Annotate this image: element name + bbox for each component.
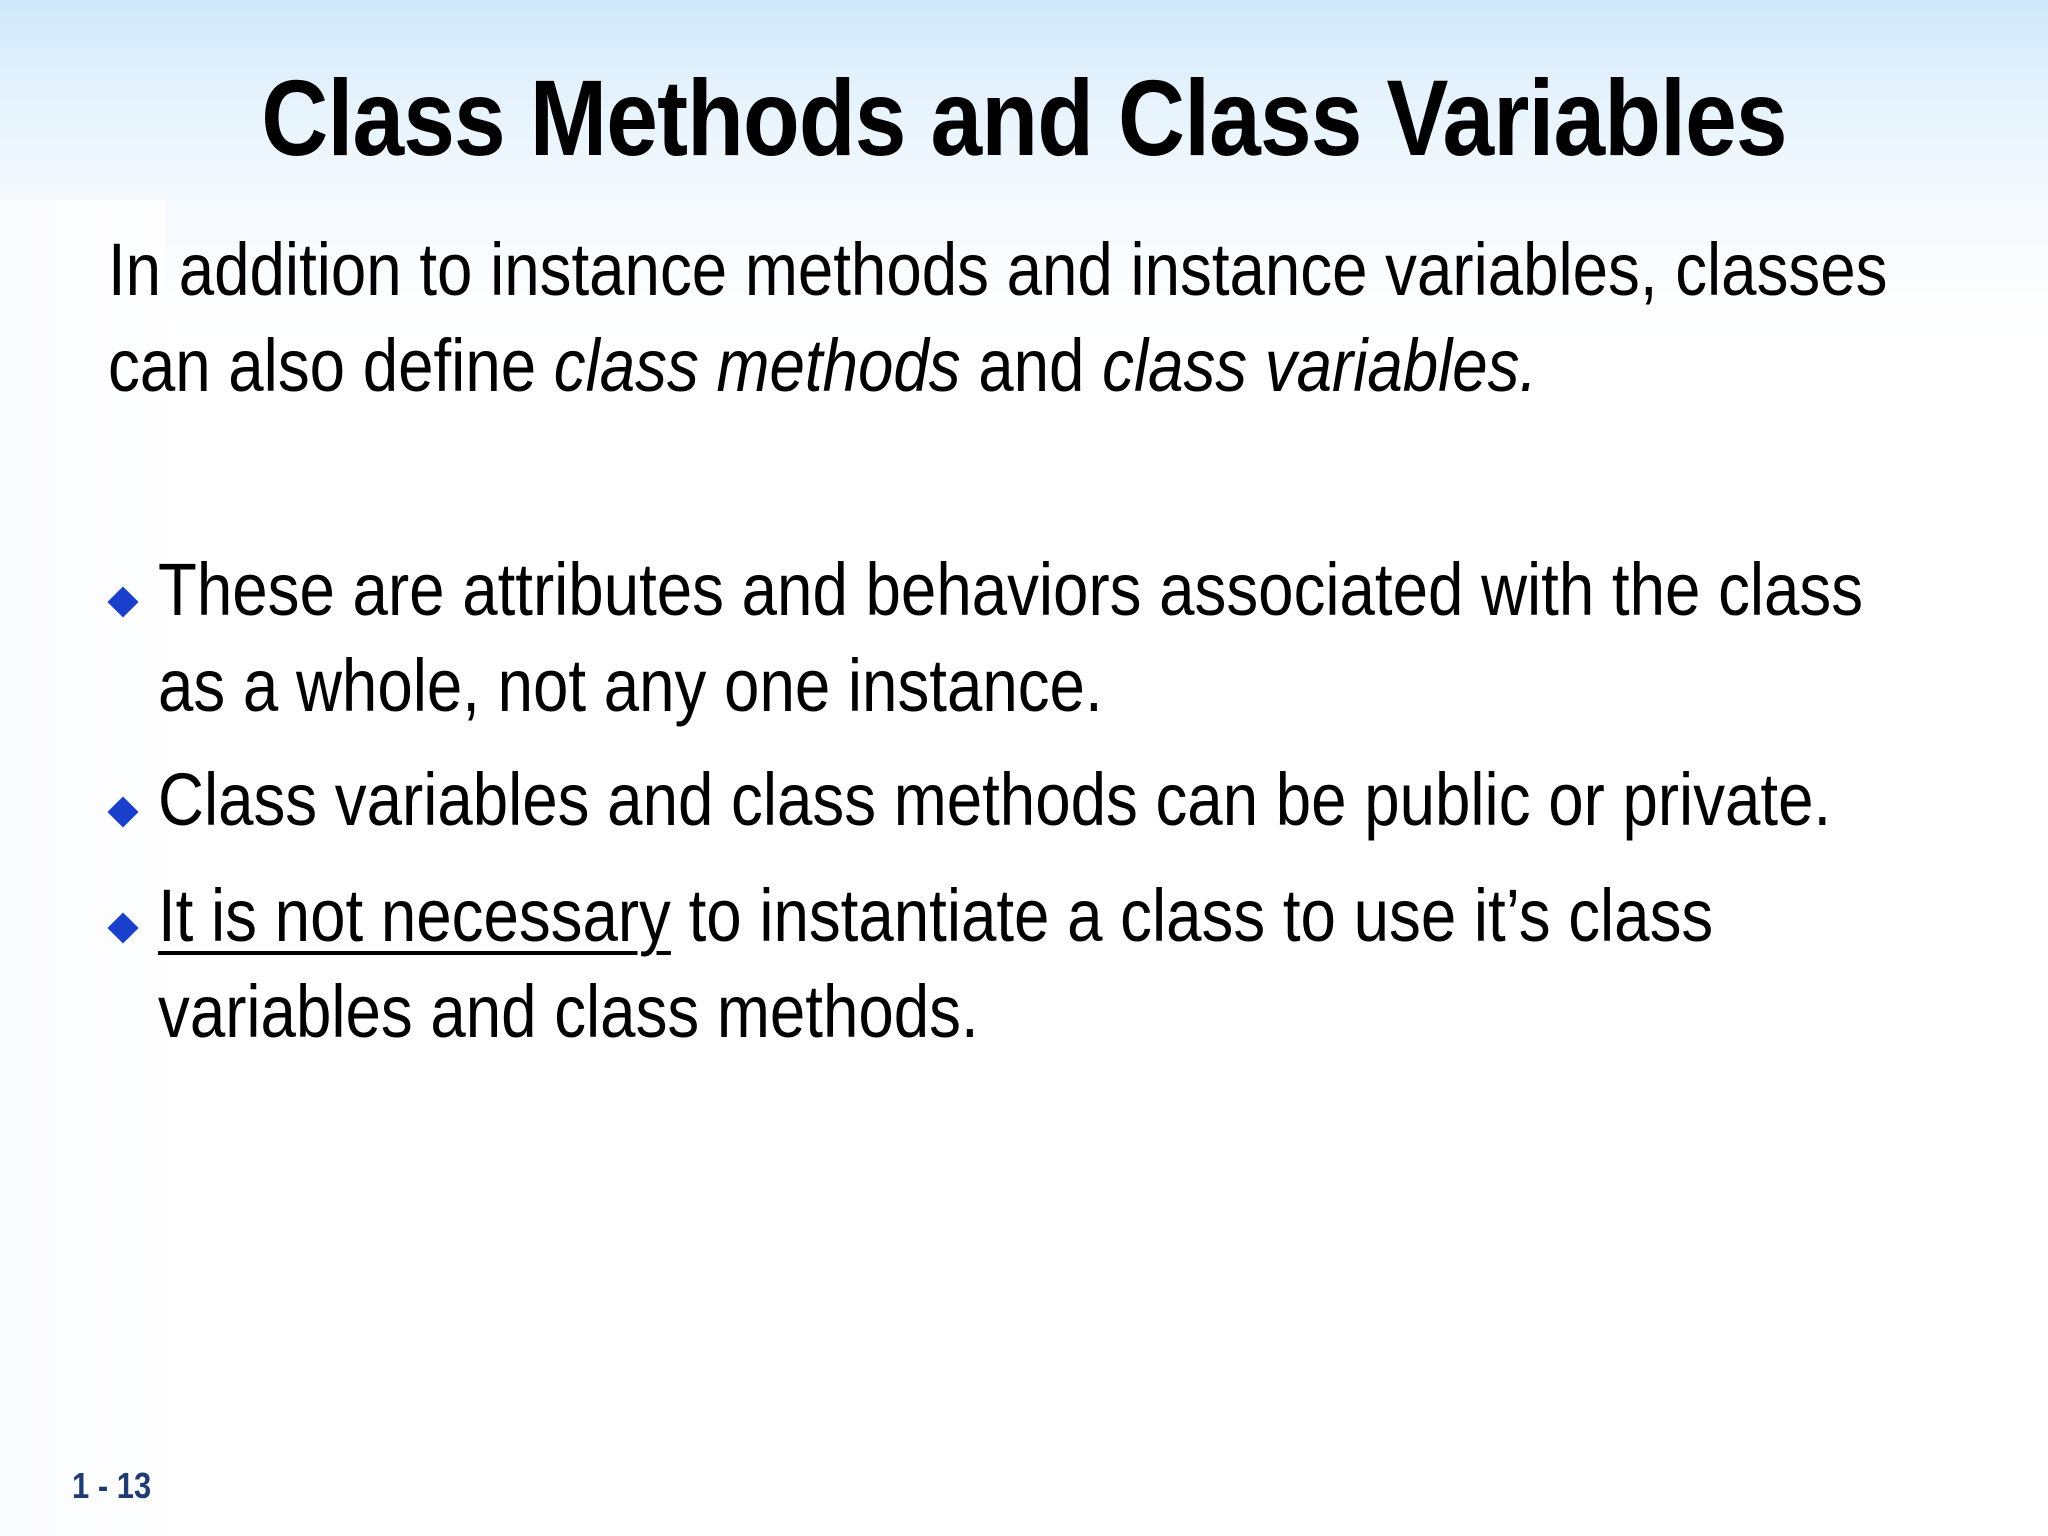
- bullet-3-line-1: [158, 868, 1713, 964]
- bullet-3-text: [158, 868, 1713, 1060]
- bullet-3-line-2: variables and class methods.: [158, 970, 979, 1053]
- intro-term-class-methods: class methods: [553, 324, 961, 407]
- intro-line-2-prefix: can also define: [108, 324, 554, 407]
- intro-line-1: In addition to instance methods and instance variables, classes: [108, 228, 1888, 311]
- bullet-1-line-2: as a whole, not any one instance.: [158, 644, 1103, 727]
- intro-paragraph: [108, 222, 1887, 414]
- intro-term-class-variables: class variables.: [1102, 324, 1538, 407]
- slide-title: Class Methods and Class Variables: [261, 57, 1787, 178]
- underlined-emphasis: It is not necessary: [158, 874, 671, 957]
- bullet-2-text: [158, 752, 1831, 848]
- bullet-2-line-1: Class variables and class methods can be public or private.: [158, 758, 1832, 841]
- bullet-3-line-1-rest: to instantiate a class to use it’s class: [670, 874, 1714, 957]
- bullet-1-line-1: These are attributes and behaviors associated with the class: [158, 548, 1864, 631]
- bullet-1-text: [158, 542, 1863, 734]
- intro-line-2: [108, 318, 1887, 414]
- page-number: 1 - 13: [72, 1465, 152, 1506]
- intro-line-2-mid: and: [960, 324, 1103, 407]
